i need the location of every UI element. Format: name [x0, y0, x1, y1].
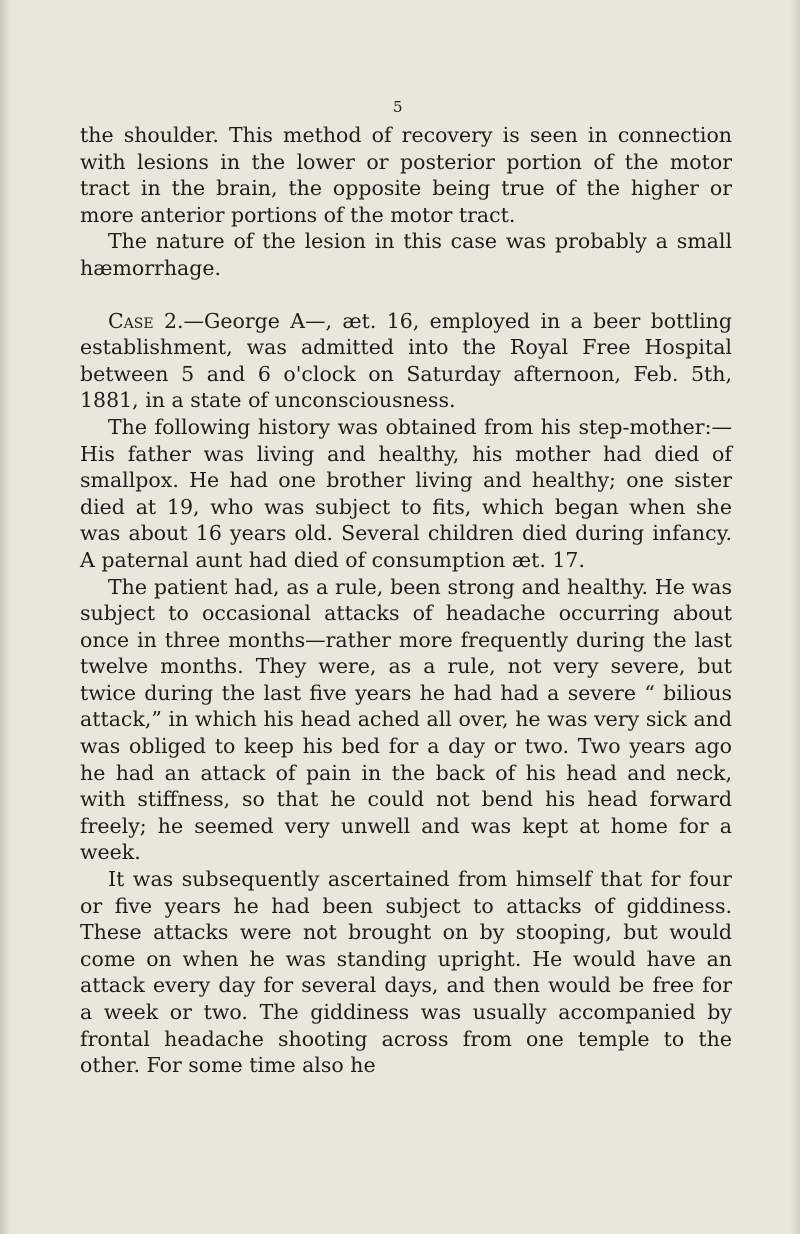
paragraph: the shoulder. This method of recovery is seen in connection with lesions in the lower or posterior portion of the motor tract in the brain, the opposite being true of the higher or more anterior portions of the motor tract. — [80, 123, 732, 227]
paragraph: The following history was obtained from his step-mother:—His father was living and healthy, his mother had died of smallpox. He had one brother living and healthy; one sister died at 19, who was subject to fits, which began when she was about 16 years old. Several children died during infancy. A paternal aunt had died of consumption æt. 17. — [80, 414, 732, 572]
paragraph: The nature of the lesion in this case was probably a small hæmorrhage. — [80, 229, 732, 280]
paragraph: It was subsequently ascertained from himself that for four or five years he had been subject to attacks of giddiness. These attacks were not brought on by stooping, but would come on when he was standing upright. He would have an attack every day for several days, and then would be free for a week or two. The giddiness was usually accompanied by frontal headache shooting across from one temple to the other. For some time also he — [80, 867, 732, 1078]
case-text: —George A—, æt. 16, employed in a beer bottling establishment, was admitted into the Royal Free Hospital between 5 and 6 o'clock on Saturday afternoon, Feb. 5th, 1881, in a state of unconsciousness. — [80, 308, 732, 413]
case-label: Case 2. — [108, 308, 184, 333]
page-number: 5 — [393, 98, 403, 116]
page-edge-right — [790, 0, 800, 1234]
paragraph: The patient had, as a rule, been strong and healthy. He was subject to occasional attacks of headache occurring about once in three months—rather more frequently during the last twelve months. They were, as a rule, not very severe, but twice during the last five years he had had a severe “ bilious attack,” in which his head ached all over, he was very sick and was obliged to keep his bed for a day or two. Two years ago he had an attack of pain in the back of his head and neck, with stiffness, so that he could not bend his head forward freely; he seemed very unwell and was kept at home for a week. — [80, 574, 732, 865]
body-text — [80, 122, 732, 1079]
page-edge-left — [0, 0, 10, 1234]
case-paragraph — [80, 308, 732, 414]
